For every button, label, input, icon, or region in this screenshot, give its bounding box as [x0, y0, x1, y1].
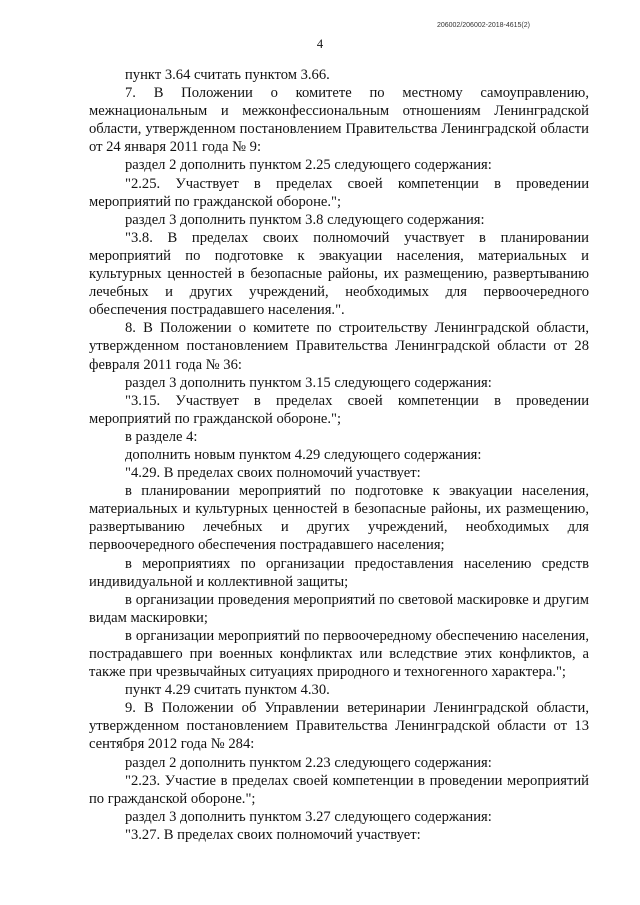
- document-body: [89, 66, 589, 844]
- page-number: 4: [316, 37, 324, 51]
- paragraph: раздел 3 дополнить пунктом 3.15 следующего содержания:: [125, 374, 492, 391]
- paragraph: "3.15. Участвует в пределах своей компетенции в проведении мероприятий по гражданской обороне.";: [89, 392, 589, 427]
- paragraph: пункт 3.64 считать пунктом 3.66.: [125, 67, 330, 83]
- paragraph: раздел 3 дополнить пунктом 3.8 следующего содержания:: [125, 211, 485, 228]
- paragraph: в разделе 4:: [125, 428, 198, 445]
- paragraph: в организации мероприятий по первоочередному обеспечению населения, пострадавшего при военных конфликтах или вследствие этих конфликтов, а также при чрезвычайных ситуациях природного и техногенного характера.";: [89, 627, 589, 681]
- paragraph: раздел 2 дополнить пунктом 2.23 следующего содержания:: [125, 754, 492, 771]
- document-id: 206002/206002-2018-4615(2): [436, 22, 530, 29]
- paragraph: в организации проведения мероприятий по световой маскировке и другим видам маскировки;: [89, 591, 589, 626]
- paragraph: "4.29. В пределах своих полномочий участвует:: [125, 465, 421, 482]
- paragraph: в мероприятиях по организации предоставления населению средств индивидуальной и коллективной защиты;: [89, 555, 589, 590]
- paragraph: "2.23. Участие в пределах своей компетенции в проведении мероприятий по гражданской обороне.";: [89, 772, 589, 807]
- paragraph: пункт 4.29 считать пунктом 4.30.: [125, 682, 330, 699]
- paragraph: в планировании мероприятий по подготовке к эвакуации населения, материальных и культурных ценностей в безопасные районы, их размещению, развертыванию лечебных и других учреждений, необходимых для первоочередного обеспечения пострадавшего населения;: [89, 483, 589, 554]
- paragraph: 8. В Положении о комитете по строительству Ленинградской области, утвержденном постановлением Правительства Ленинградской области от 28 февраля 2011 года № 36:: [89, 320, 589, 373]
- paragraph: 7. В Положении о комитете по местному самоуправлению, межнациональным и межконфессиональным отношениям Ленинградской области, утвержденном постановлением Правительства Ленинградской области от 24 января 2011 года № 9:: [89, 85, 589, 156]
- paragraph: раздел 2 дополнить пунктом 2.25 следующего содержания:: [125, 157, 492, 174]
- paragraph: 9. В Положении об Управлении ветеринарии Ленинградской области, утвержденном постановлением Правительства Ленинградской области от 13 сентября 2012 года № 284:: [89, 700, 589, 753]
- paragraph: "3.27. В пределах своих полномочий участвует:: [125, 826, 421, 843]
- paragraph: "3.8. В пределах своих полномочий участвует в планировании мероприятий по подготовке к эвакуации населения, материальных и культурных ценностей в безопасные районы, их размещению, развертыванию лечебных и других учреждений, необходимых для первоочередного обеспечения пострадавшего населения.".: [89, 229, 589, 319]
- paragraph: раздел 3 дополнить пунктом 3.27 следующего содержания:: [125, 808, 492, 825]
- paragraph: дополнить новым пунктом 4.29 следующего содержания:: [125, 446, 482, 463]
- paragraph: "2.25. Участвует в пределах своей компетенции в проведении мероприятий по гражданской обороне.";: [89, 175, 589, 210]
